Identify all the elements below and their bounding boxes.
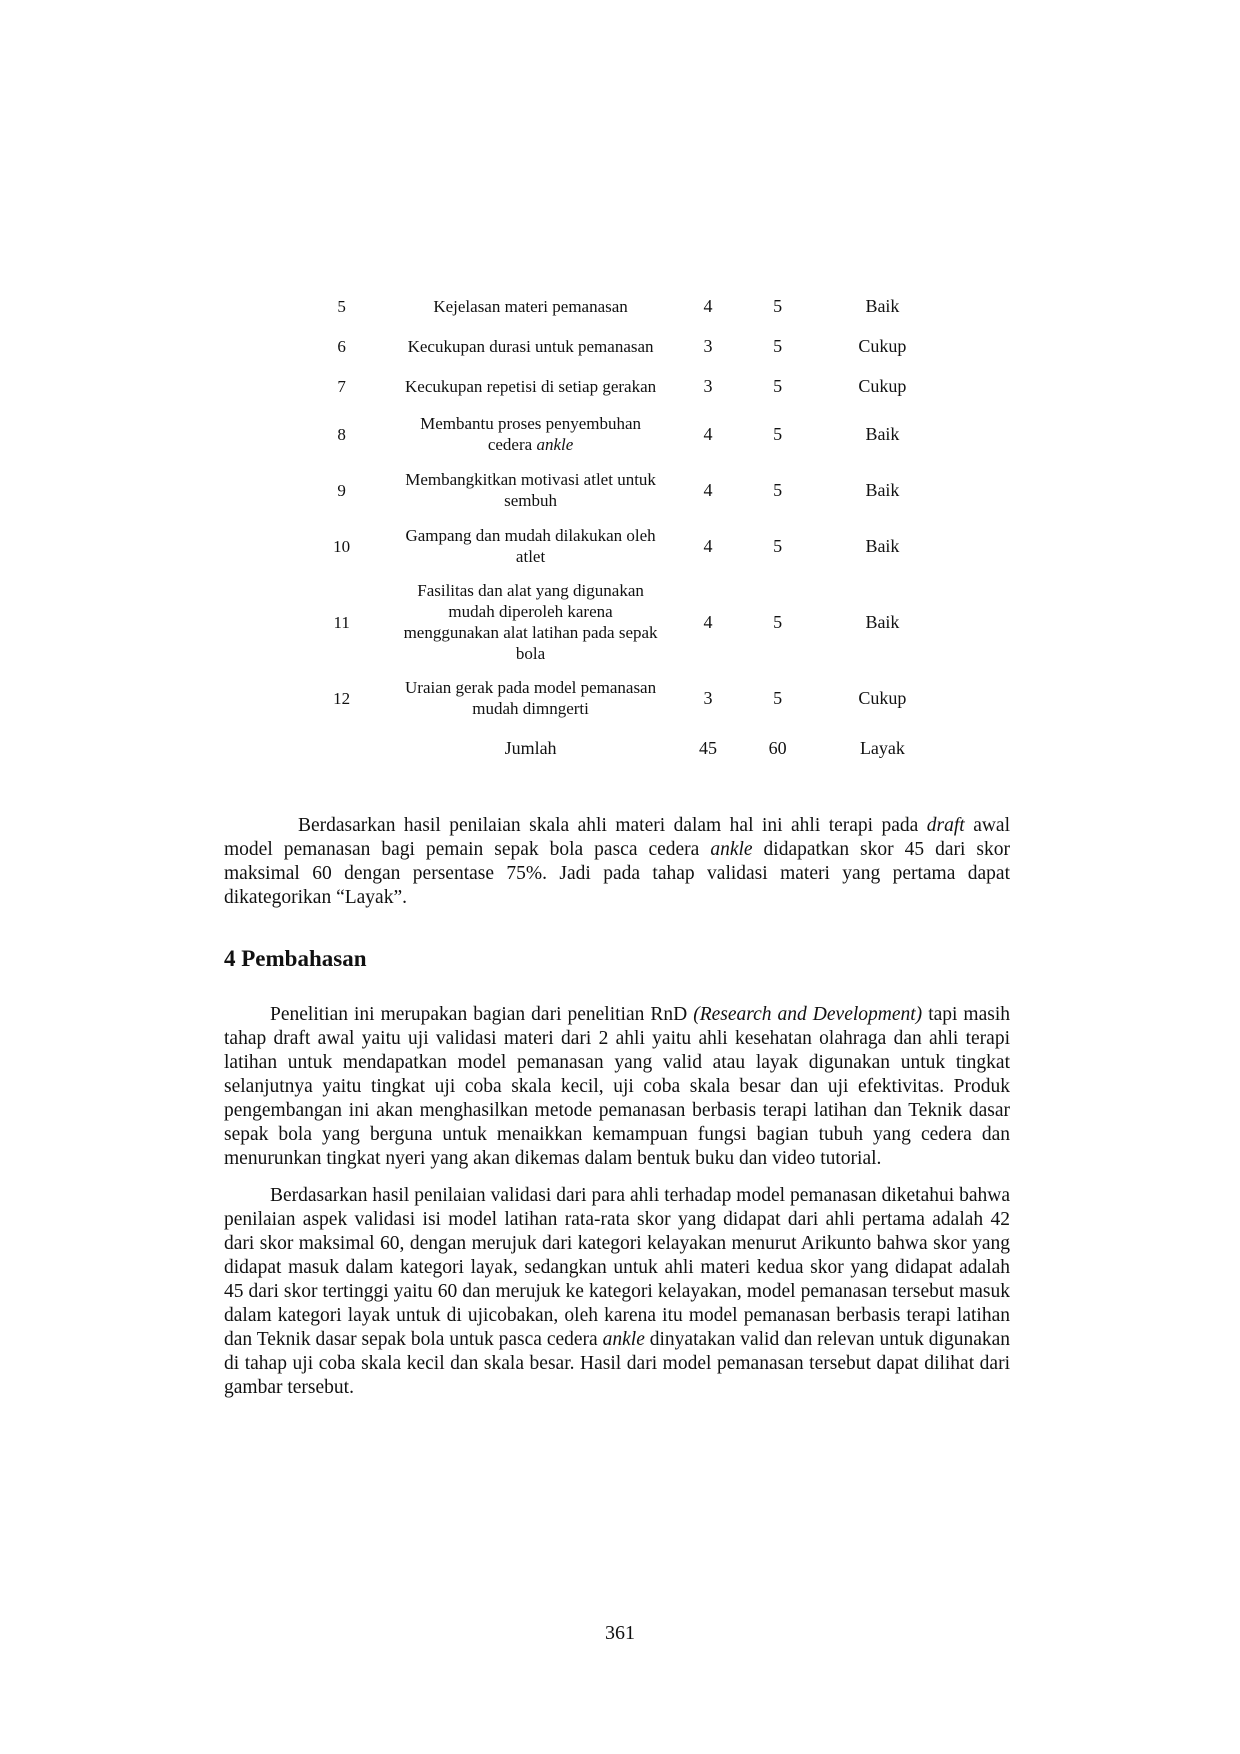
text-run: awal model pemanasan bagi pemain sepak bola pasca cedera xyxy=(224,815,1010,860)
row-category: Baik xyxy=(865,295,900,316)
row-category: Baik xyxy=(865,479,900,500)
aspect-line: bola xyxy=(515,644,546,663)
aspect-line: menggunakan alat latihan pada sepak xyxy=(403,623,658,642)
table-row xyxy=(296,406,952,462)
row-aspect xyxy=(387,574,673,670)
aspect-line: mudah diperoleh karena xyxy=(448,602,613,621)
row-max-score: 5 xyxy=(773,423,783,444)
italic-run: (Research and Development) xyxy=(693,1004,923,1025)
row-aspect: Kejelasan materi pemanasan xyxy=(433,296,628,316)
total-score: 45 xyxy=(699,737,718,758)
text-run: Penelitian ini merupakan bagian dari penelitian RnD xyxy=(270,1004,694,1025)
total-label: Jumlah xyxy=(504,737,557,758)
row-score: 3 xyxy=(703,375,713,396)
row-number: 8 xyxy=(337,424,346,444)
italic-run: ankle xyxy=(710,839,753,860)
table-row xyxy=(296,462,952,518)
row-aspect: Kecukupan repetisi di setiap gerakan xyxy=(405,376,657,396)
table-row xyxy=(296,670,952,726)
row-category: Baik xyxy=(865,535,900,556)
row-number: 12 xyxy=(333,688,351,708)
row-number: 5 xyxy=(337,296,346,316)
table-row xyxy=(296,286,952,326)
paragraph-summary xyxy=(224,814,1010,910)
aspect-line: Membantu proses penyembuhan xyxy=(420,414,642,433)
row-score: 4 xyxy=(703,479,713,500)
aspect-line: cedera xyxy=(487,435,537,454)
row-aspect xyxy=(387,670,673,726)
row-aspect: Kecukupan durasi untuk pemanasan xyxy=(407,336,654,356)
row-max-score: 5 xyxy=(773,535,783,556)
page-number: 361 xyxy=(605,1622,635,1644)
row-number: 10 xyxy=(333,536,351,556)
row-category: Baik xyxy=(865,423,900,444)
total-max-score: 60 xyxy=(768,737,787,758)
row-category: Cukup xyxy=(858,687,907,708)
aspect-italic: ankle xyxy=(536,435,574,454)
text-run: didapatkan skor 45 dari skor maksimal 60 dengan persentase 75%. Jadi pada tahap validasi materi yang pertama dapat dikategorikan “Layak”. xyxy=(224,839,1010,908)
row-aspect xyxy=(387,518,673,574)
table-row xyxy=(296,366,952,406)
row-max-score: 5 xyxy=(773,611,783,632)
row-score: 4 xyxy=(703,295,713,316)
row-number: 7 xyxy=(337,376,346,396)
text-run: tapi masih tahap draft awal yaitu uji validasi materi dari 2 ahli yaitu ahli kesehatan olahraga dan ahli terapi latihan untuk mendapatkan model pemanasan yang valid atau layak digunakan untuk tingkat selanjutnya yaitu tingkat uji coba skala kecil, uji coba skala besar dan uji efektivitas. Produk pengembangan ini akan menghasilkan metode pemanasan berbasis terapi latihan dan Teknik dasar sepak bola yang berguna untuk menaikkan kemampuan fungsi bagian tubuh yang cedera dan menurunkan tingkat nyeri yang akan dikemas dalam bentuk buku dan video tutorial. xyxy=(224,1004,1011,1169)
aspect-line: Fasilitas dan alat yang digunakan xyxy=(417,581,644,600)
total-spacer xyxy=(296,726,387,770)
row-number: 11 xyxy=(333,612,350,632)
paragraph-discussion-2 xyxy=(224,1184,1010,1400)
aspect-line: mudah dimngerti xyxy=(472,699,589,718)
row-aspect xyxy=(387,406,673,462)
table-row xyxy=(296,326,952,366)
row-max-score: 5 xyxy=(773,479,783,500)
validation-table xyxy=(296,286,952,770)
aspect-line: Uraian gerak pada model pemanasan xyxy=(405,678,657,697)
row-category: Cukup xyxy=(858,375,907,396)
row-max-score: 5 xyxy=(773,687,783,708)
aspect-line: Gampang dan mudah dilakukan oleh xyxy=(405,526,656,545)
table-row xyxy=(296,574,952,670)
row-number: 9 xyxy=(337,480,346,500)
aspect-line: Membangkitkan motivasi atlet untuk xyxy=(405,470,656,489)
paragraph-discussion-1 xyxy=(224,1003,1010,1171)
row-score: 4 xyxy=(703,535,713,556)
row-score: 3 xyxy=(703,687,713,708)
row-score: 4 xyxy=(703,611,713,632)
row-max-score: 5 xyxy=(773,375,783,396)
row-score: 3 xyxy=(703,335,713,356)
row-max-score: 5 xyxy=(773,295,783,316)
text-run: Berdasarkan hasil penilaian validasi dari para ahli terhadap model pemanasan diketahui bahwa penilaian aspek validasi isi model latihan rata-rata skor yang didapat dari ahli pertama adalah 42 dari skor maksimal 60, dengan merujuk dari kategori kelayakan menurut Arikunto bahwa skor yang didapat masuk dalam kategori layak, sedangkan untuk ahli materi kedua skor yang didapat adalah 45 dari skor tertinggi yaitu 60 dan merujuk ke kategori kelayakan, model pemanasan tersebut masuk dalam kategori layak untuk di ujicobakan, oleh karena itu model pemanasan berbasis terapi latihan dan Teknik dasar sepak bola untuk pasca cedera xyxy=(224,1185,1010,1350)
table-row xyxy=(296,518,952,574)
italic-run: ankle xyxy=(602,1329,645,1350)
row-aspect xyxy=(387,462,673,518)
row-max-score: 5 xyxy=(773,335,783,356)
aspect-line: sembuh xyxy=(504,491,557,510)
row-category: Baik xyxy=(865,611,900,632)
aspect-line: atlet xyxy=(515,547,546,566)
text-run: dinyatakan valid dan relevan untuk digunakan di tahap uji coba skala kecil dan skala besar. Hasil dari model pemanasan tersebut dapat dilihat dari gambar tersebut. xyxy=(224,1329,1011,1398)
row-number: 6 xyxy=(337,336,346,356)
italic-run: draft xyxy=(926,815,965,836)
text-run: Berdasarkan hasil penilaian skala ahli materi dalam hal ini ahli terapi pada xyxy=(298,815,927,836)
total-category: Layak xyxy=(859,737,905,758)
row-score: 4 xyxy=(703,423,713,444)
section-heading: 4 Pembahasan xyxy=(224,946,367,971)
row-category: Cukup xyxy=(858,335,907,356)
table-total-row xyxy=(296,726,952,770)
